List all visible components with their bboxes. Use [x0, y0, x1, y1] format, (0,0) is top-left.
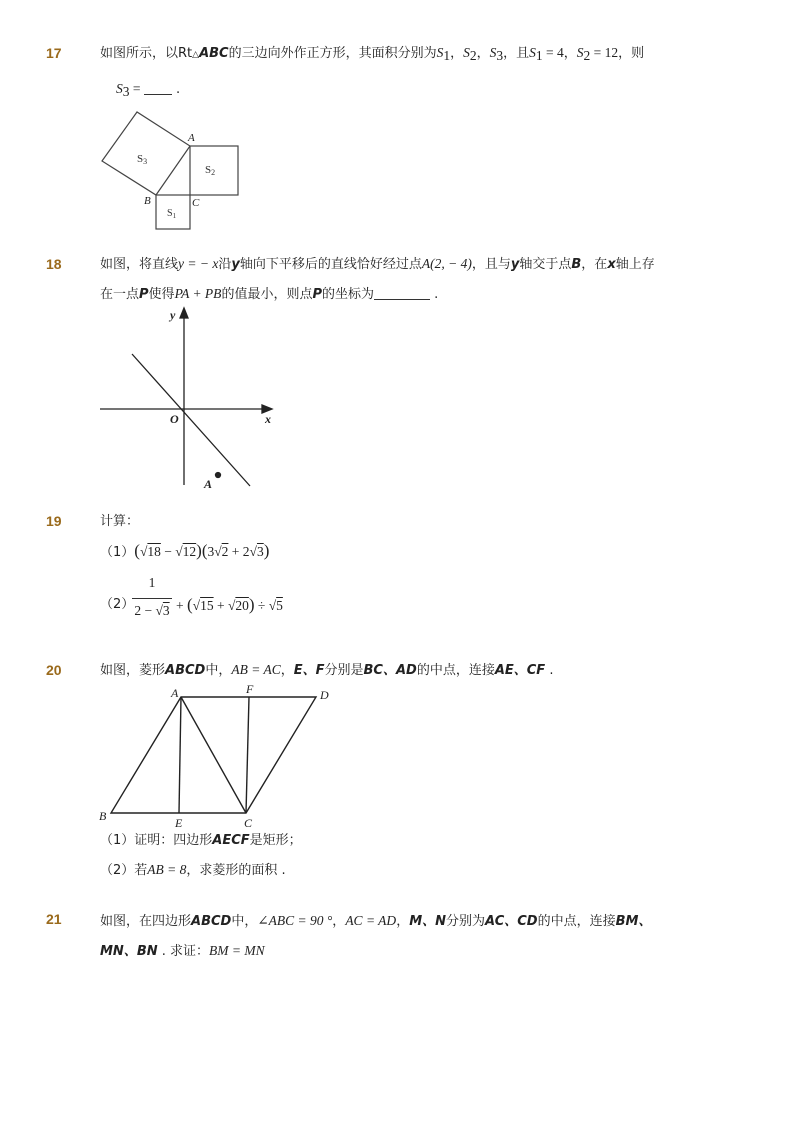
q18-coordinate-figure — [96, 305, 286, 495]
q21-line1: 如图，在四边形ABCD中，∠ABC = 90 °，AC = AD，M、N分别为AC、CD的中点，连接BM、 — [100, 913, 652, 929]
q20-line1: 如图，菱形ABCD中，AB = AC，E、F分别是BC、AD的中点，连接AE、CF . — [100, 662, 554, 678]
segment-cf — [246, 697, 249, 813]
label-c: C — [192, 197, 200, 209]
answer-blank[interactable] — [144, 82, 172, 95]
x-axis-label: x — [265, 412, 271, 426]
label-a: A — [171, 686, 179, 700]
question-number: 17 — [46, 45, 62, 61]
q18-line1: 如图，将直线y = − x沿y轴向下平移后的直线恰好经过点A(2, − 4)，且与y轴交于点B，在x轴上存 — [100, 256, 655, 272]
point-a-label: A — [204, 477, 213, 491]
shifted-line — [132, 354, 250, 486]
y-axis-label: y — [170, 308, 176, 322]
origin-label: O — [170, 412, 179, 426]
q19-fraction: 1 2 − √3 — [132, 574, 172, 619]
q19-part2-rest: + (√15 + √20) ÷ √5 — [176, 595, 283, 614]
label-f: F — [246, 682, 254, 696]
q17-line1: 如图所示，以Rt△ABC的三边向外作正方形，其面积分别为$S_1$，$S_2$，$S_3$，且$S_1 = 4$，$S_2 = 12$，则 — [100, 45, 645, 63]
q20-rhombus-figure — [96, 682, 346, 832]
label-b: B — [144, 195, 151, 207]
label-d: D — [320, 688, 329, 702]
q17-figure — [96, 104, 246, 234]
point-a — [216, 473, 221, 478]
q21-line2: MN、BN . 求证：BM = MN — [100, 943, 265, 959]
label-s3: S3 — [137, 153, 148, 166]
label-c: C — [244, 816, 253, 830]
label-s1: $S_1$ — [167, 208, 177, 220]
question-number: 21 — [46, 911, 62, 927]
question-number: 20 — [46, 662, 62, 678]
square-s3 — [102, 112, 190, 195]
label-a: A — [188, 132, 195, 144]
y-axis-arrow — [180, 308, 188, 318]
q20-sub1: （1）证明：四边形AECF是矩形； — [100, 833, 302, 848]
q20-sub2: （2）若AB = 8，求菱形的面积 . — [100, 862, 286, 878]
diagonal-ac — [181, 697, 246, 813]
label-s2: S2 — [205, 164, 216, 177]
label-e: E — [175, 816, 183, 830]
answer-blank[interactable] — [374, 287, 430, 300]
q19-title: 计算： — [100, 514, 140, 529]
question-number: 18 — [46, 256, 62, 272]
q19-part1: （1）(√18 − √12)(3√2 + 2√3) — [100, 541, 270, 560]
q18-line2: 在一点P使得PA + PB的值最小，则点P的坐标为 . — [100, 286, 439, 302]
segment-ae — [179, 697, 181, 813]
q17-line2: $S_3$ = . — [116, 81, 181, 99]
label-b: B — [99, 809, 107, 823]
question-number: 19 — [46, 513, 62, 529]
q19-part2-label: （2） — [100, 597, 135, 612]
